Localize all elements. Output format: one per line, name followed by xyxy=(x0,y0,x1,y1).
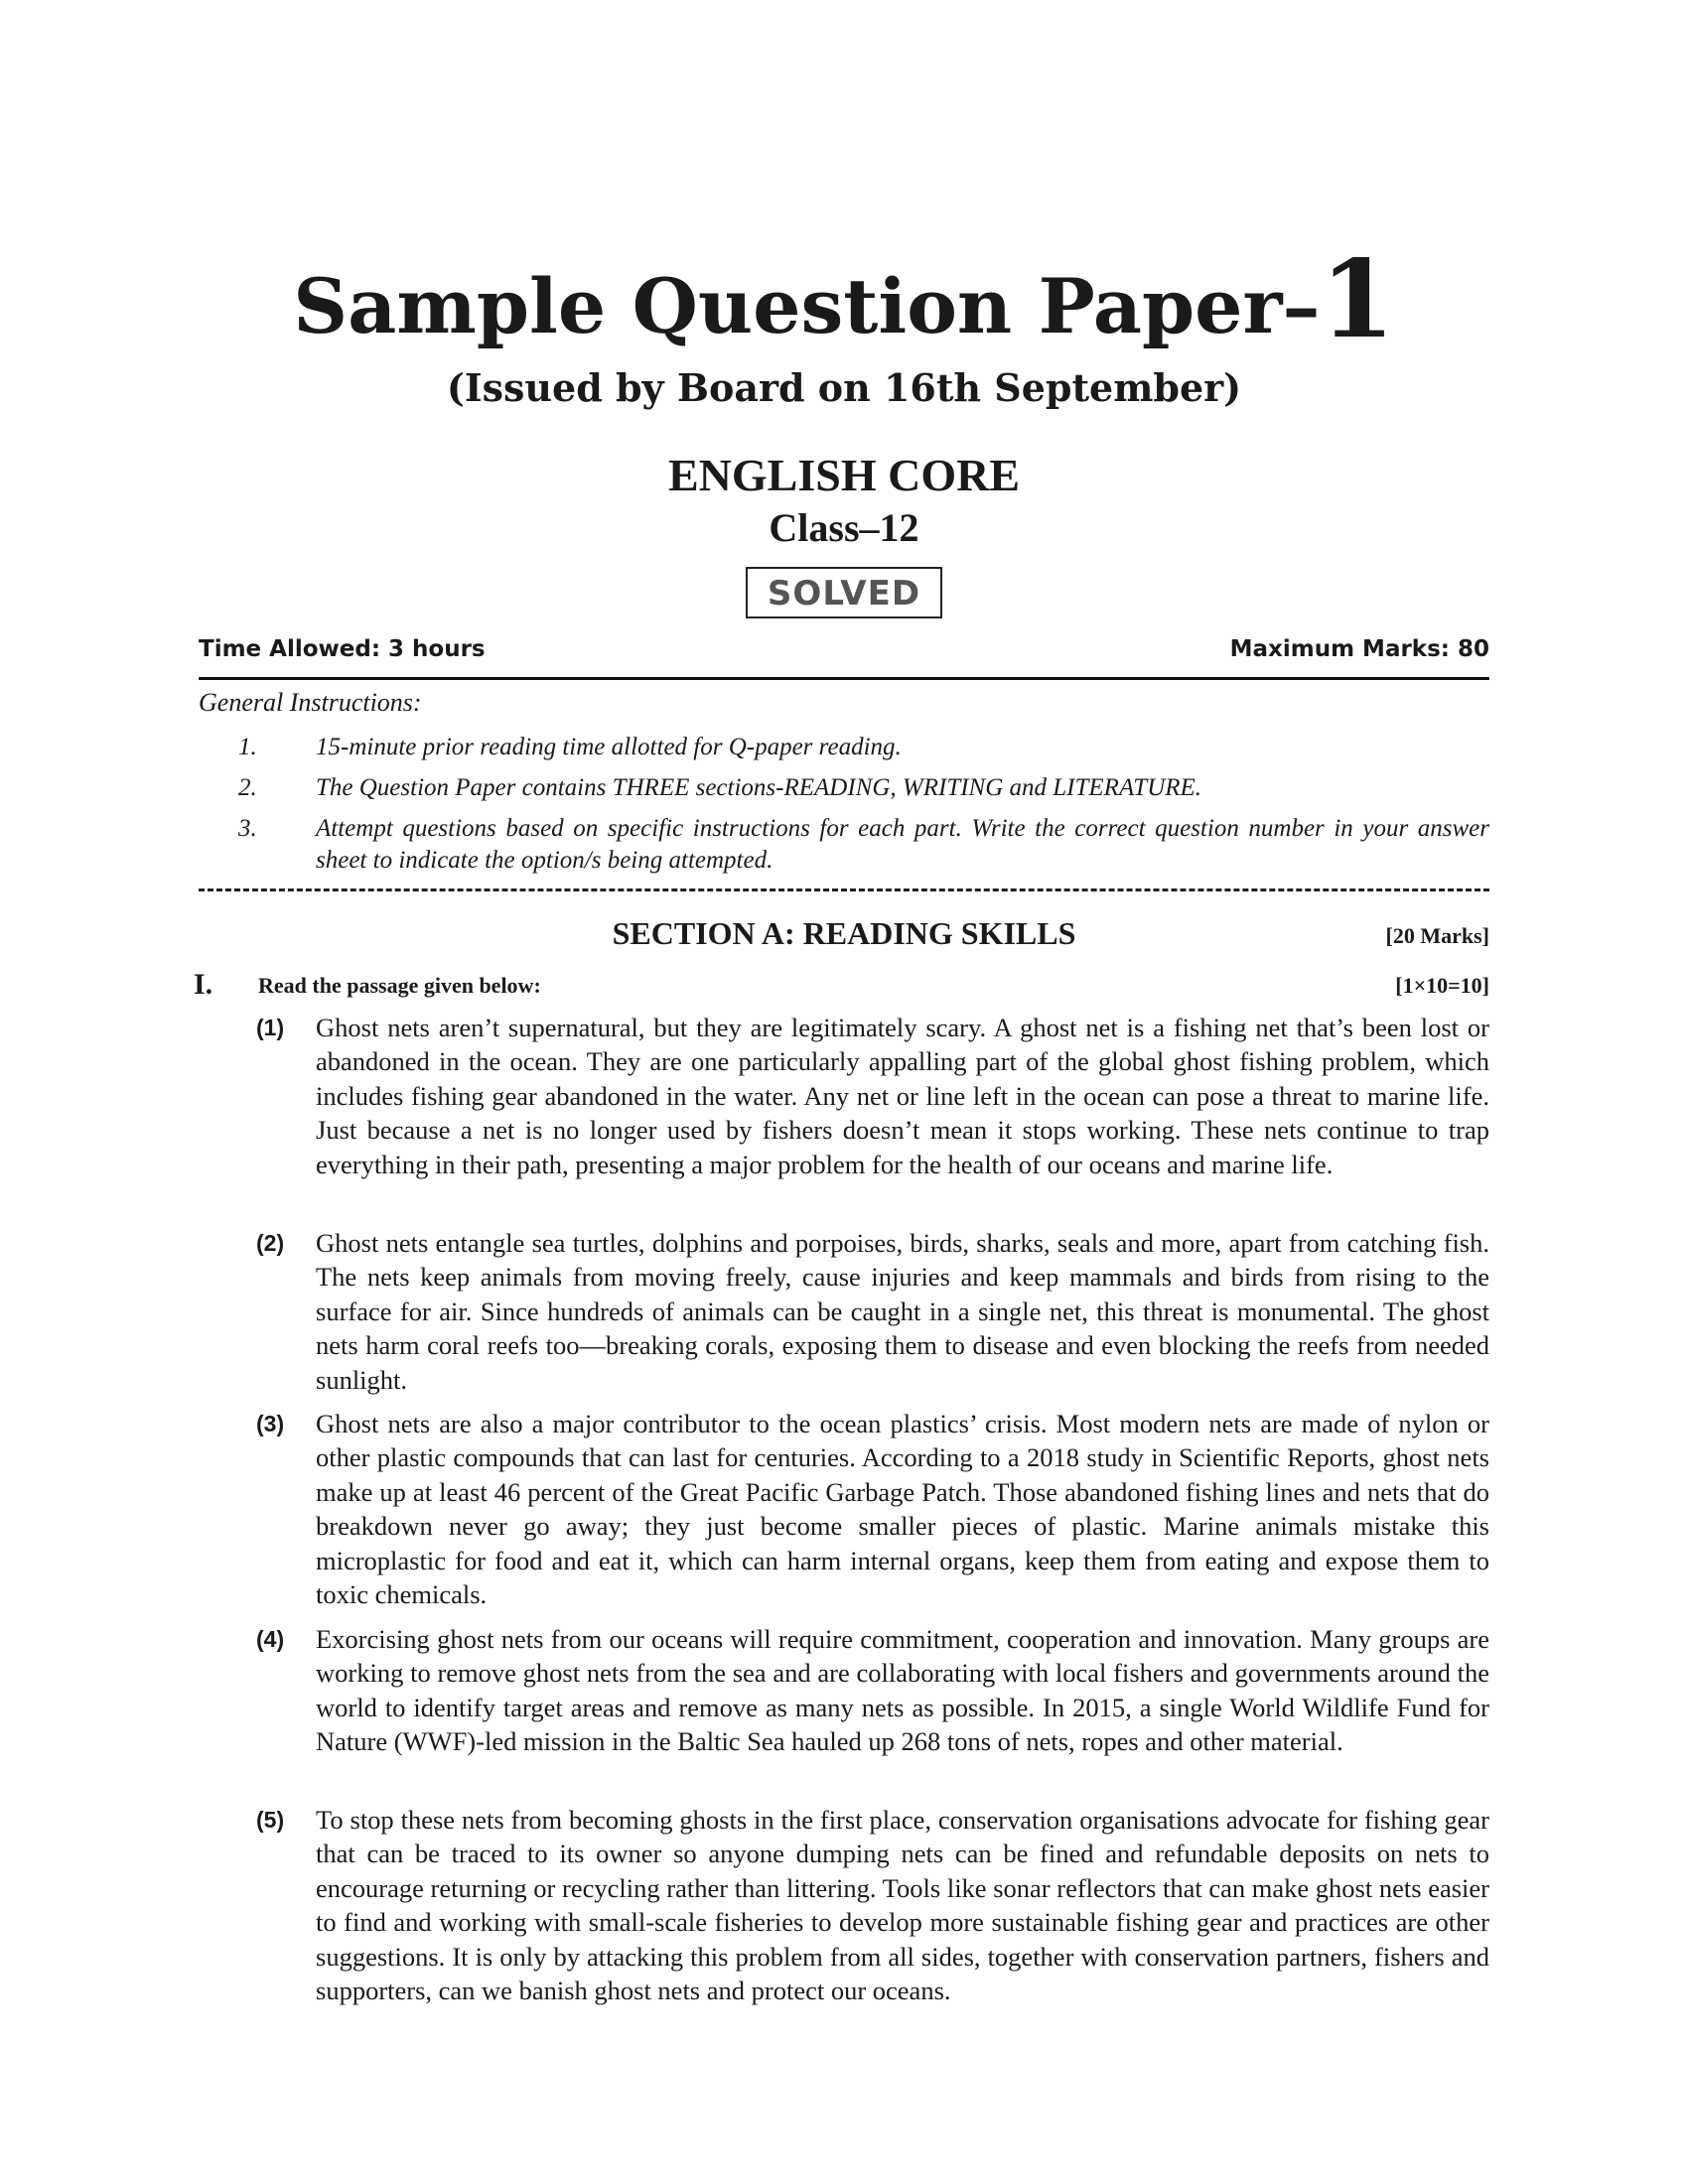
question-number: I. xyxy=(194,968,213,1001)
paper-title-text: Sample Question Paper xyxy=(293,262,1283,350)
maximum-marks: Maximum Marks: 80 xyxy=(1229,636,1489,662)
passage-paragraph xyxy=(256,1011,1489,1181)
paragraph-number: (2) xyxy=(256,1230,285,1256)
instruction-text: Attempt questions based on specific instructions for each part. Write the correct question number in your answer sheet to indicate the option/s being attempted. xyxy=(316,815,1489,874)
passage-paragraph xyxy=(256,1226,1489,1397)
instruction-item xyxy=(238,732,1489,763)
paragraph-text: Ghost nets are also a major contributor to the ocean plastics’ crisis. Most modern nets are made of nylon or other plastic compounds that can last for centuries. According to a 2018 study in Scientific Reports, ghost nets make up at least 46 percent of the Great Pacific Garbage Patch. Those abandoned fishing lines and nets that do breakdown never go away; they just become smaller pieces of plastic. Marine animals mistake this microplastic for food and eat it, which can harm internal organs, keep them from eating and expose them to toxic chemicals. xyxy=(316,1409,1489,1610)
question-instruction: Read the passage given below: xyxy=(258,973,541,998)
instruction-number: 3. xyxy=(238,815,257,842)
instruction-number: 1. xyxy=(238,734,257,760)
section-marks: [20 Marks] xyxy=(1385,923,1489,948)
paragraph-text: Ghost nets entangle sea turtles, dolphins and porpoises, birds, sharks, seals and more, apart from catching fish. The nets keep animals from moving freely, cause injuries and keep mammals and birds from rising to the surface for air. Since hundreds of animals can be caught in a single net, this threat is monumental. The ghost nets harm coral reefs too—breaking corals, exposing them to disease and even blocking the reefs from needed sunlight. xyxy=(316,1228,1489,1395)
meta-row xyxy=(199,636,1489,662)
class-label: Class–12 xyxy=(769,505,919,550)
paper-title xyxy=(199,237,1489,362)
passage-paragraph xyxy=(256,1803,1489,2007)
subject-title: ENGLISH CORE xyxy=(667,450,1021,500)
instruction-number: 2. xyxy=(238,774,257,801)
passage-paragraph xyxy=(256,1407,1489,1611)
paragraph-number: (5) xyxy=(256,1807,285,1833)
instruction-item xyxy=(238,772,1489,804)
paper-title-dash: – xyxy=(1282,262,1321,350)
instruction-text: The Question Paper contains THREE sections-READING, WRITING and LITERATURE. xyxy=(316,774,1202,801)
section-title: SECTION A: READING SKILLS xyxy=(612,915,1076,951)
instruction-item xyxy=(238,813,1489,877)
issued-note: (Issued by Board on 16th September) xyxy=(446,365,1242,410)
paragraph-text: Exorcising ghost nets from our oceans will require commitment, cooperation and innovation. Many groups are working to remove ghost nets from the sea and are collaborating with local fishers and governments around the world to identify target areas and remove as many nets as possible. In 2015, a single World Wildlife Fund for Nature (WWF)-led mission in the Baltic Sea hauled up 268 tons of nets, ropes and other material. xyxy=(316,1624,1489,1757)
solved-badge: SOLVED xyxy=(746,567,942,618)
solved-badge-wrap xyxy=(199,567,1489,618)
question-marks: [1×10=10] xyxy=(1395,973,1489,998)
instructions-heading: General Instructions: xyxy=(199,688,422,717)
paragraph-number: (3) xyxy=(256,1411,285,1436)
instruction-text: 15-minute prior reading time allotted for Q-paper reading. xyxy=(316,734,902,760)
paper-number: 1 xyxy=(1320,237,1395,362)
paragraph-number: (4) xyxy=(256,1626,285,1652)
paragraph-text: To stop these nets from becoming ghosts in the first place, conservation organisations advocate for fishing gear that can be traced to its owner so anyone dumping nets can be fined and refundable deposits on nets to encourage returning or recycling rather than littering. Tools like sonar reflectors that can make ghost nets easier to find and working with small-scale fisheries to develop more sustainable fishing gear and practices are other suggestions. It is only by attacking this problem from all sides, together with conservation partners, fishers and supporters, can we banish ghost nets and protect our oceans. xyxy=(316,1805,1489,2006)
divider-solid xyxy=(199,677,1489,680)
paragraph-text: Ghost nets aren’t supernatural, but they are legitimately scary. A ghost net is a fishing net that’s been lost or abandoned in the ocean. They are one particularly appalling part of the global ghost fishing problem, which includes fishing gear abandoned in the water. Any net or line left in the ocean can pose a threat to marine life. Just because a net is no longer used by fishers doesn’t mean it stops working. These nets continue to trap everything in their path, presenting a major problem for the health of our oceans and marine life. xyxy=(316,1013,1489,1179)
paragraph-number: (1) xyxy=(256,1015,285,1040)
divider-dashed xyxy=(199,888,1489,891)
passage-paragraph xyxy=(256,1622,1489,1759)
time-allowed: Time Allowed: 3 hours xyxy=(199,636,486,662)
